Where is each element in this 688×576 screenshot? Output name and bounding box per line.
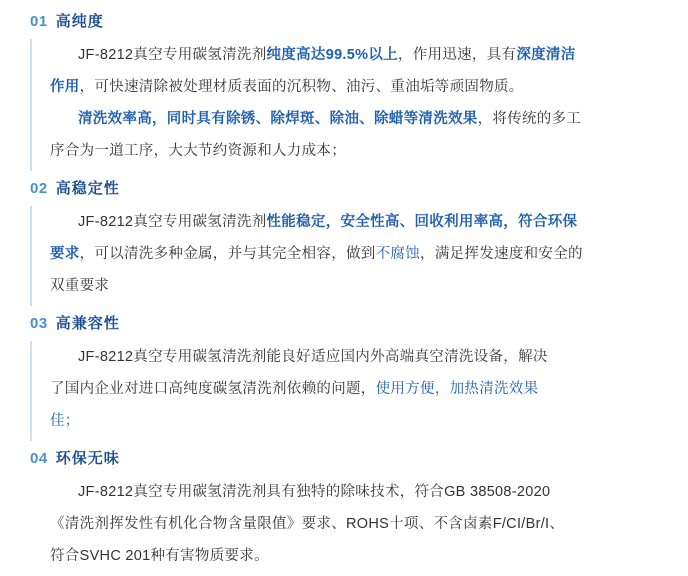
text-run: 序合为一道工序，大大节约资源和人力成本； <box>50 143 346 159</box>
paragraph <box>50 105 672 133</box>
section-body <box>30 476 672 576</box>
paragraph <box>50 137 672 165</box>
section-heading <box>16 447 672 468</box>
section-heading <box>16 312 672 333</box>
section-heading <box>16 10 672 31</box>
paragraph <box>50 407 672 435</box>
section-body <box>30 341 672 441</box>
section-heading <box>16 177 672 198</box>
section-number: 03 <box>30 315 48 332</box>
text-run: ，满足挥发速度和安全的 <box>420 246 583 262</box>
section <box>16 177 672 306</box>
text-run: JF-8212真空专用碳氢清洗剂具有独特的除味技术，符合GB 38508-2020 <box>78 484 551 500</box>
paragraph <box>50 73 672 101</box>
section-title: 环保无味 <box>55 450 120 467</box>
section-title: 高纯度 <box>55 13 104 30</box>
section-body <box>30 206 672 306</box>
section-number: 04 <box>30 450 48 467</box>
text-run: JF-8212真空专用碳氢清洗剂 <box>78 47 267 63</box>
text-run: 双重要求 <box>50 278 110 294</box>
paragraph <box>50 478 672 506</box>
text-run: 了国内企业对进口高纯度碳氢清洗剂依赖的问题， <box>50 381 376 397</box>
emphasis-text-run: 要求 <box>50 246 80 262</box>
text-run: ，可快速清除被处理材质表面的沉积物、油污、重油垢等顽固物质。 <box>79 79 524 95</box>
emphasis-text-run: 清洗效率高，同时具有除锈、除焊斑、除油、除蜡等清洗效果 <box>78 111 478 127</box>
text-run: ，作用迅速，具有 <box>397 47 517 63</box>
text-run: 《清洗剂挥发性有机化合物含量限值》要求、ROHS十项、不含卤素F/CI/Br/I、 <box>50 516 565 532</box>
paragraph <box>50 240 672 268</box>
emphasis-text-run: 不腐蚀 <box>375 246 421 262</box>
text-run: ，将传统的多工 <box>477 111 582 127</box>
emphasis-text-run: 使用方便，加热清洗效果 <box>375 381 539 397</box>
section-number: 02 <box>30 180 48 197</box>
text-run: JF-8212真空专用碳氢清洗剂能良好适应国内外高端真空清洗设备，解决 <box>78 349 548 365</box>
section <box>16 10 672 171</box>
section <box>16 312 672 441</box>
emphasis-text-run: 佳； <box>50 413 80 429</box>
text-run: ，可以清洗多种金属，并与其完全相容，做到 <box>79 246 376 262</box>
text-run: JF-8212真空专用碳氢清洗剂 <box>78 214 267 230</box>
emphasis-text-run: 纯度高达99.5%以上 <box>266 47 398 63</box>
section-number: 01 <box>30 13 48 30</box>
section-title: 高稳定性 <box>55 180 120 197</box>
paragraph <box>50 510 672 538</box>
sections-container <box>16 10 672 576</box>
paragraph <box>50 208 672 236</box>
paragraph <box>50 542 672 570</box>
section-title: 高兼容性 <box>55 315 120 332</box>
text-run: 符合SVHC 201种有害物质要求。 <box>50 548 269 564</box>
paragraph <box>50 272 672 300</box>
paragraph <box>50 41 672 69</box>
section <box>16 447 672 576</box>
emphasis-text-run: 深度清洁 <box>516 47 576 63</box>
paragraph <box>50 343 672 371</box>
paragraph <box>50 375 672 403</box>
emphasis-text-run: 性能稳定，安全性高、回收利用率高，符合环保 <box>266 214 578 230</box>
emphasis-text-run: 作用 <box>50 79 80 95</box>
section-body <box>30 39 672 171</box>
